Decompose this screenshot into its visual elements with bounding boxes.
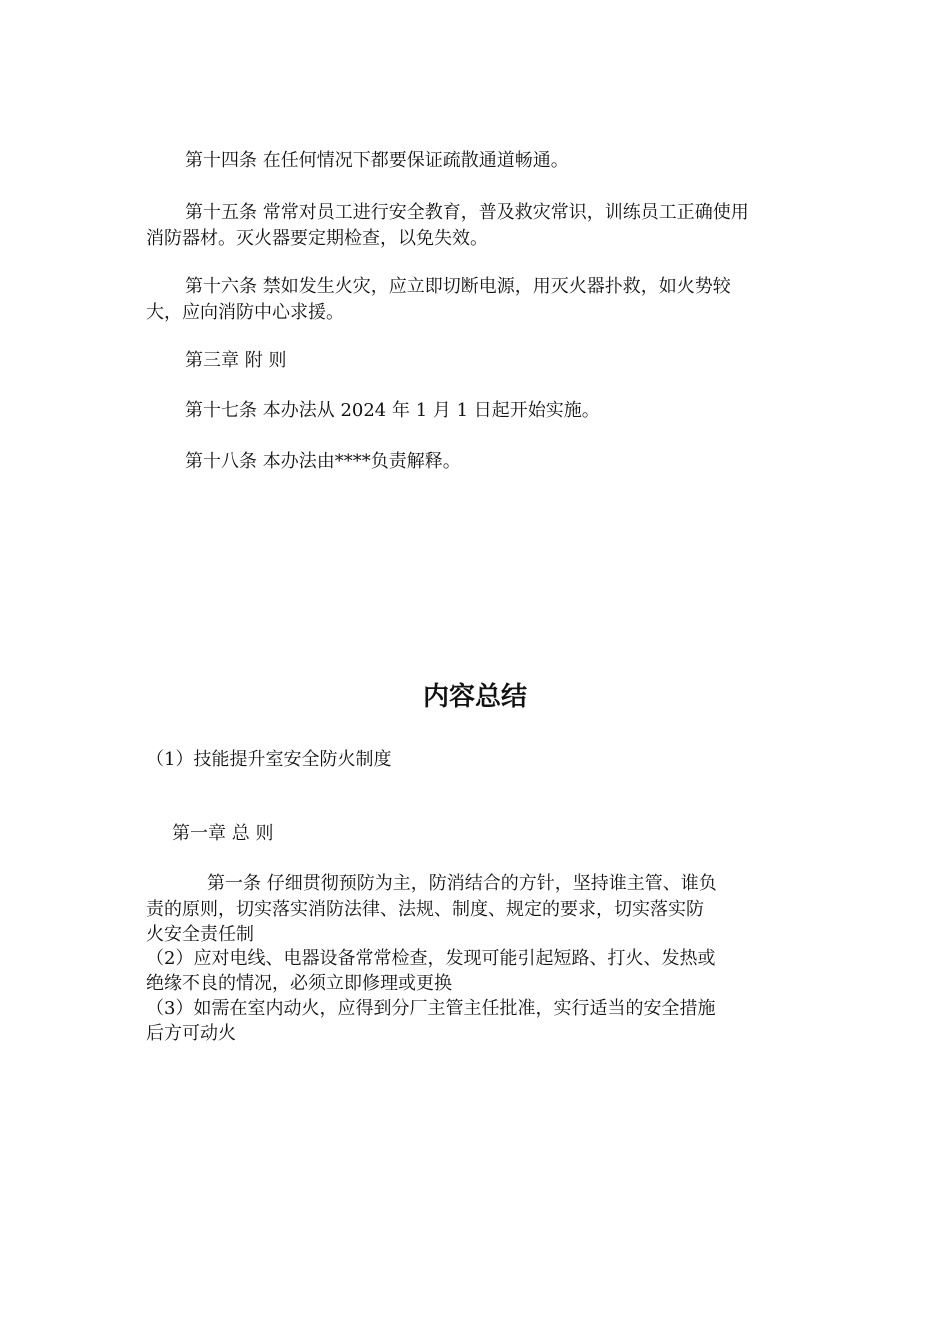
article-1-line-3: 火安全责任制 xyxy=(146,924,254,945)
article-16-line-2: 大，应向消防中心求援。 xyxy=(146,302,344,323)
article-1-line-1: 第一条 仔细贯彻预防为主，防消结合的方针，坚持谁主管、谁负 xyxy=(207,873,717,894)
summary-item-3-line-1: （3）如需在室内动火，应得到分厂主管主任批准，实行适当的安全措施 xyxy=(146,998,716,1019)
summary-item-2-line-1: （2）应对电线、电器设备常常检查，发现可能引起短路、打火、发热或 xyxy=(146,948,716,969)
article-16-line-1: 第十六条 禁如发生火灾，应立即切断电源，用灭火器扑救，如火势较 xyxy=(185,276,731,297)
article-17: 第十七条 本办法从 2024 年 1 月 1 日起开始实施。 xyxy=(185,400,600,421)
article-15-line-2: 消防器材。灭火器要定期检查，以免失效。 xyxy=(146,228,488,249)
chapter-1-heading: 第一章 总 则 xyxy=(172,823,274,844)
summary-item-2-line-2: 绝缘不良的情况，必须立即修理或更换 xyxy=(146,973,452,994)
chapter-3-heading: 第三章 附 则 xyxy=(185,350,287,371)
summary-item-3-line-2: 后方可动火 xyxy=(146,1023,236,1044)
summary-item-1: （1）技能提升室安全防火制度 xyxy=(146,749,392,770)
summary-title: 内容总结 xyxy=(422,682,527,712)
article-1-line-2: 责的原则，切实落实消防法律、法规、制度、规定的要求，切实落实防 xyxy=(146,899,704,920)
article-18: 第十八条 本办法由****负责解释。 xyxy=(185,451,461,472)
article-15-line-1: 第十五条 常常对员工进行安全教育，普及救灾常识，训练员工正确使用 xyxy=(185,202,749,223)
article-14: 第十四条 在任何情况下都要保证疏散通道畅通。 xyxy=(185,150,569,171)
